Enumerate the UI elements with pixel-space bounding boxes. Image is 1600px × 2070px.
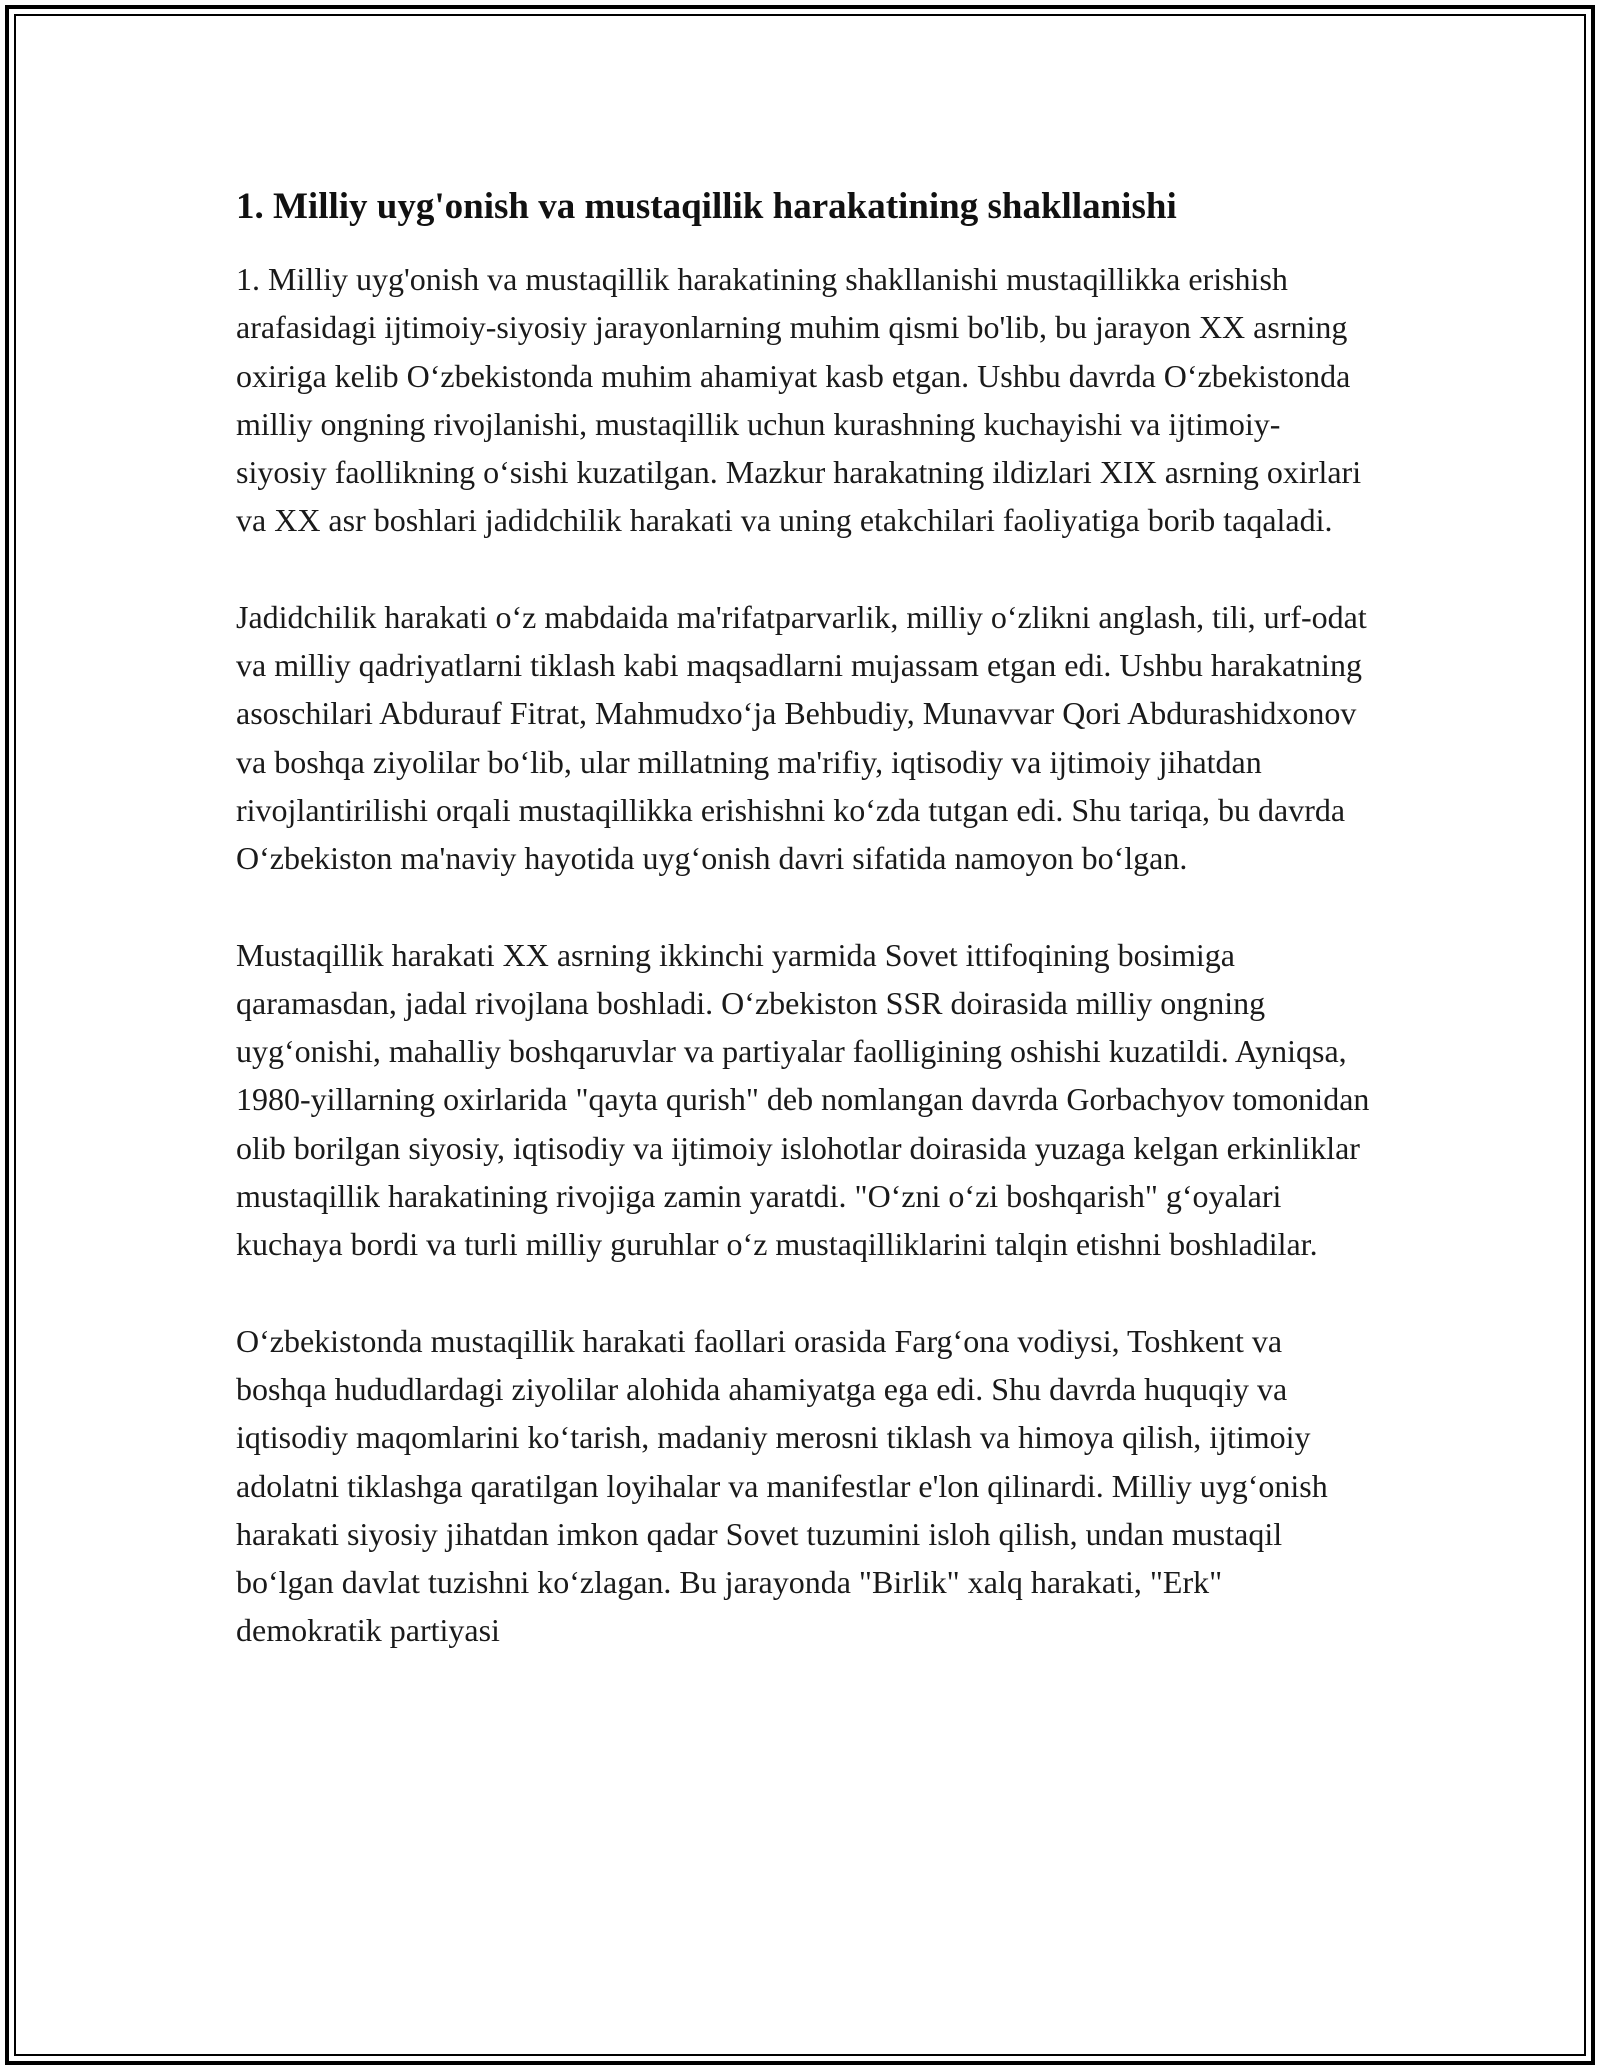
paragraph-3: Mustaqillik harakati XX asrning ikkinchi yarmida Sovet ittifoqining bosimiga qaramasdan, jadal rivojlana boshladi. O‘zbekiston SSR doirasida milliy ongning uyg‘onishi, mahalliy boshqaruvlar va partiyalar faolligining oshishi kuzatildi. Ayniqsa, 1980-yillarning oxirlarida "qayta qurish" deb nomlangan davrda Gorbachyov tomonidan olib borilgan siyosiy, iqtisodiy va ijtimoiy islohotlar doirasida yuzaga kelgan erkinliklar mustaqillik harakatining rivojiga zamin yaratdi. "O‘zni o‘zi boshqarish" g‘oyalari kuchaya bordi va turli milliy guruhlar o‘z mustaqilliklarini talqin etishni boshladilar. (236, 936, 1370, 1263)
paragraph-2: Jadidchilik harakati o‘z mabdaida ma'rifatparvarlik, milliy o‘zlikni anglash, tili, urf-odat va milliy qadriyatlarni tiklash kabi maqsadlarni mujassam etgan edi. Ushbu harakatning asoschilari Abdurauf Fitrat, Mahmudxo‘ja Behbudiy, Munavvar Qori Abdurashidxonov va boshqa ziyolilar bo‘lib, ular millatning ma'rifiy, iqtisodiy va ijtimoiy jihatdan rivojlantirilishi orqali mustaqillikka erishishni ko‘zda tutgan edi. Shu tariqa, bu davrda O‘zbekiston ma'naviy hayotida uyg‘onish davri sifatida namoyon bo‘lgan. (236, 598, 1367, 877)
paragraph-4: O‘zbekistonda mustaqillik harakati faollari orasida Farg‘ona vodiysi, Toshkent va boshqa hududlardagi ziyolilar alohida ahamiyatga ega edi. Shu davrda huquqiy va iqtisodiy maqomlarini ko‘tarish, madaniy merosni tiklash va himoya qilish, ijtimoiy adolatni tiklashga qaratilgan loyihalar va manifestlar e'lon qilinardi. Milliy uyg‘onish harakati siyosiy jihatdan imkon qadar Sovet tuzumini isloh qilish, undan mustaqil bo‘lgan davlat tuzishni ko‘zlagan. Bu jarayonda "Birlik" xalq harakati, "Erk" demokratik partiyasi (236, 1322, 1328, 1649)
page-title: 1. Milliy uyg'onish va mustaqillik harakatining shakllanishi (236, 186, 1177, 227)
document-body (236, 185, 1371, 1703)
paragraph-1: 1. Milliy uyg'onish va mustaqillik harakatining shakllanishi mustaqillikka erishish arafasidagi ijtimoiy-siyosiy jarayonlarning muhim qismi bo'lib, bu jarayon XX asrning oxiriga kelib O‘zbekistonda muhim ahamiyat kasb etgan. Ushbu davrda O‘zbekistonda milliy ongning rivojlanishi, mustaqillik uchun kurashning kuchayishi va ijtimoiy-siyosiy faollikning o‘sishi kuzatilgan. Mazkur harakatning ildizlari XIX asrning oxirlari va XX asr boshlari jadidchilik harakati va uning etakchilari faoliyatiga borib taqaladi. (236, 261, 1362, 539)
